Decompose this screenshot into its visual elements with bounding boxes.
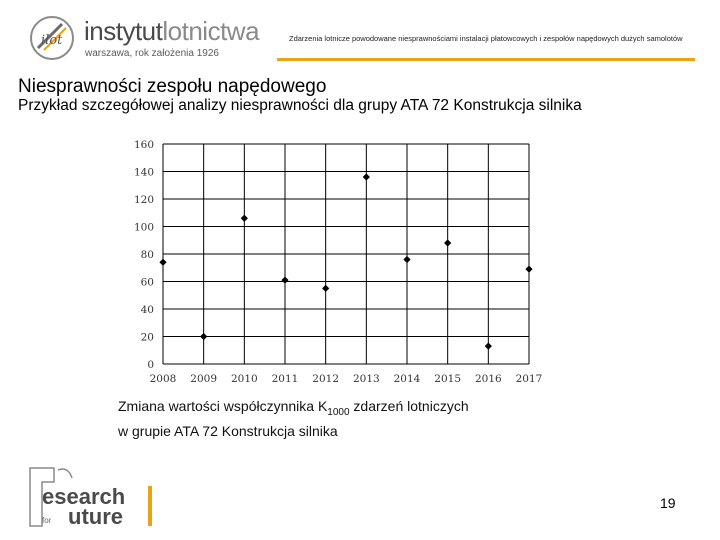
scatter-chart bbox=[120, 132, 550, 390]
logo-text-future: uture bbox=[68, 504, 123, 528]
x-tick-label: 2015 bbox=[434, 373, 462, 385]
y-tick-label: 20 bbox=[140, 331, 154, 344]
logo-text-for: for bbox=[42, 516, 52, 525]
institute-logo bbox=[28, 14, 268, 66]
logo-text-research: esearch bbox=[42, 484, 126, 509]
header-note: Zdarzenia lotnicze powodowane niesprawnościami instalacji płatowcowych i zespołów napędowych dużych samolotów bbox=[289, 34, 683, 43]
y-tick-label: 100 bbox=[133, 221, 154, 234]
slide-subtitle: Przykład szczegółowej analizy niesprawności dla grupy ATA 72 Konstrukcja silnika bbox=[18, 97, 582, 114]
caption-line-2: w grupie ATA 72 Konstrukcja silnika bbox=[118, 422, 338, 439]
page-number: 19 bbox=[660, 495, 676, 511]
chart-caption bbox=[118, 397, 469, 440]
data-point bbox=[200, 333, 207, 340]
institute-name bbox=[84, 16, 259, 46]
x-tick-label: 2009 bbox=[190, 373, 218, 385]
y-tick-label: 0 bbox=[147, 359, 154, 371]
institute-name-part2: lotnictwa bbox=[162, 16, 260, 46]
data-point bbox=[322, 285, 329, 292]
slide-title: Niesprawności zespołu napędowego bbox=[18, 76, 327, 97]
x-tick-label: 2017 bbox=[515, 373, 543, 385]
y-tick-label: 160 bbox=[133, 139, 154, 151]
x-tick-label: 2012 bbox=[312, 373, 340, 385]
logo-mark-text: ilot bbox=[41, 33, 63, 48]
caption-line-1: Zmiana wartości współczynnika $K_{1000}$ zdarzeń lotniczych bbox=[118, 398, 469, 418]
data-point bbox=[485, 343, 492, 350]
x-tick-label: 2016 bbox=[474, 373, 502, 385]
y-tick-label: 80 bbox=[140, 249, 154, 261]
y-tick-label: 120 bbox=[133, 194, 154, 206]
x-tick-label: 2014 bbox=[393, 373, 421, 385]
y-tick-label: 40 bbox=[140, 304, 154, 316]
institute-name-part1: instytut bbox=[84, 16, 163, 46]
header-divider bbox=[277, 58, 695, 61]
data-point bbox=[444, 239, 451, 246]
x-tick-label: 2008 bbox=[149, 373, 177, 385]
institute-logo-mark bbox=[28, 14, 76, 62]
x-tick-label: 2011 bbox=[271, 373, 299, 385]
y-tick-label: 60 bbox=[140, 276, 154, 289]
institute-tagline: warszawa, rok założenia 1926 bbox=[85, 48, 219, 59]
data-point bbox=[281, 277, 288, 284]
data-point bbox=[363, 173, 370, 180]
x-tick-label: 2010 bbox=[230, 373, 258, 385]
data-point bbox=[403, 256, 410, 263]
research-for-future-logo bbox=[28, 466, 158, 528]
data-point bbox=[525, 266, 532, 273]
data-point bbox=[159, 259, 166, 266]
y-tick-label: 140 bbox=[133, 166, 154, 179]
data-point bbox=[241, 215, 248, 222]
x-tick-label: 2013 bbox=[352, 373, 380, 385]
